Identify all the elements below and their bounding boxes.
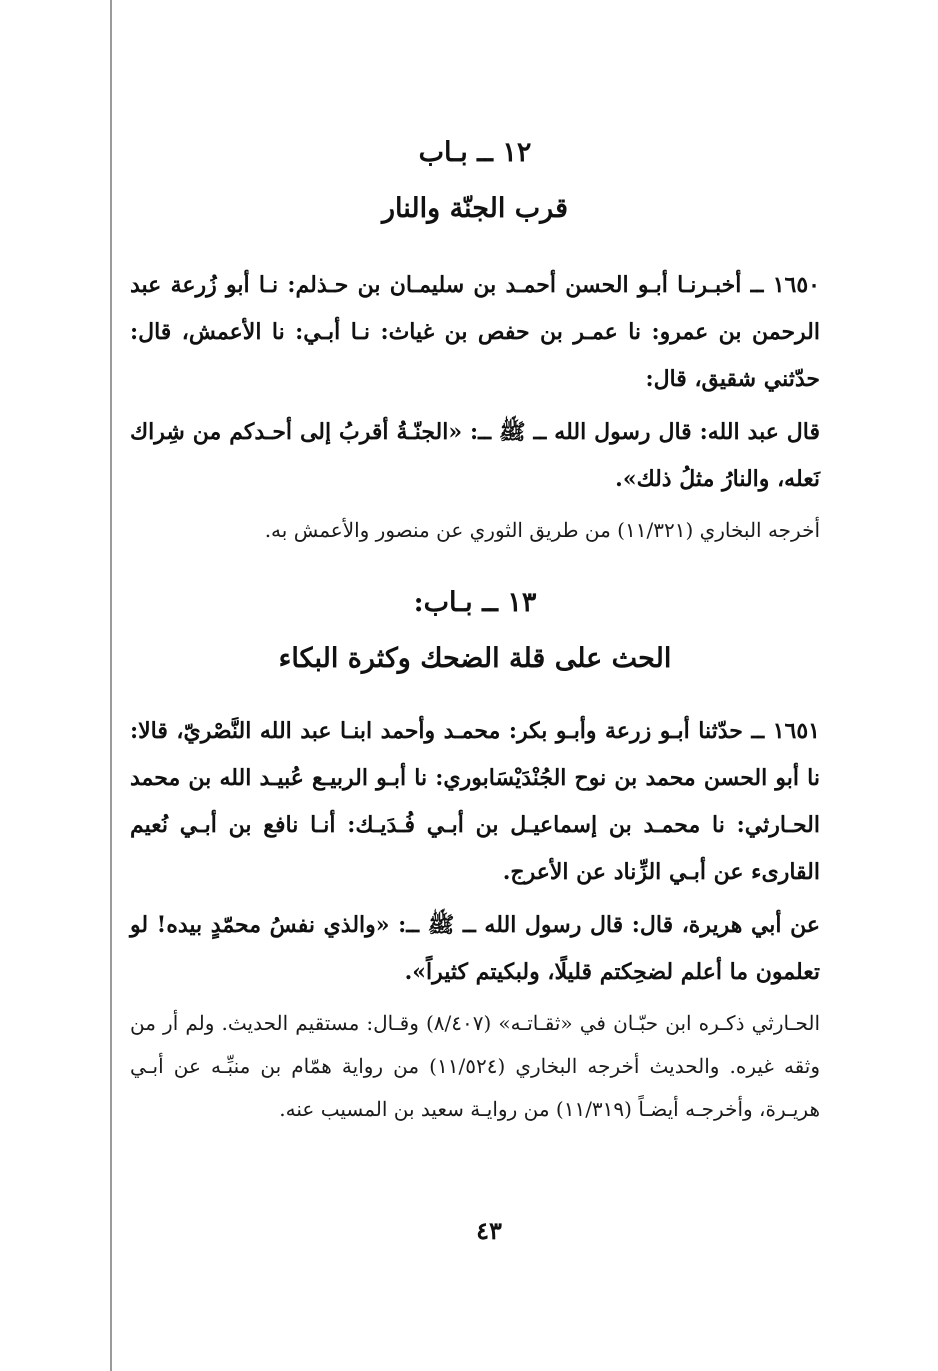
chapter-12-title: قرب الجنّة والنار	[382, 193, 568, 224]
hadith-1650-commentary: أخرجه البخاري (١١/٣٢١) من طريق الثوري عن منصور والأعمش به.	[264, 518, 820, 542]
hadith-1651-commentary: الحـارثي ذكـره ابن حبّـان في «ثقـاتـه» (٨/٤٠٧) وقـال: مستقيم الحديث. ولم أر من وثقه غيره. والحديث أخرجه البخاري (١١/٥٢٤) من رواية همّام بن منبِّـه عن أبـي هريـرة، وأخرجـه أيضـاً (١١/٣١٩) من روايـة سعيد بن المسيب عنه.	[130, 1011, 821, 1121]
chapter-13-heading: ١٣ ــ بـاب:	[413, 587, 537, 618]
page-margin-rule	[110, 0, 112, 1371]
chapter-12-heading: ١٢ ــ بـاب	[418, 137, 532, 168]
chapter-12-section	[130, 130, 820, 552]
page-number-text: ٤٣	[476, 1216, 502, 1245]
hadith-1650-matn: قال عبد الله: قال رسول الله ــ ﷺ ــ: «الجنّـةُ أقربُ إلى أحـدكم من شِراك نَعله، والنارُ مثلُ ذلك».	[130, 419, 820, 492]
chapter-13-section	[130, 580, 820, 1131]
page-body	[130, 130, 820, 1131]
hadith-1650-isnad: ١٦٥٠ ــ أخبـرنـا أبـو الحسن أحمـد بن سليمـان بن حـذلم: نـا أبو زُرعة عبد الرحمن بن عمرو: نا عمـر بن حفص بن غياث: نـا أبـي: نا الأعمش، قال: حدّثني شقيق، قال:	[130, 272, 820, 392]
chapter-13-title: الحث على قلة الضحك وكثرة البكاء	[278, 643, 672, 674]
hadith-1651-matn: عن أبي هريرة، قال: قال رسول الله ــ ﷺ ــ: «والذي نفسُ محمّدٍ بيده! لو تعلمون ما أعلم لضحِكتم قليلًا، ولبكيتم كثيراً».	[130, 912, 820, 985]
page-number	[0, 1216, 938, 1245]
hadith-1651-isnad: ١٦٥١ ــ حدّثنا أبـو زرعة وأبـو بكر: محمـد وأحمد ابنـا عبد الله النَّصْريّ، قالا: نا أبو الحسن محمد بن نوح الجُنْدَيْسَابوري: نا أبـو الربيـع عُبيـد الله بن محمد الحـارثي: نا محمـد بن إسماعيـل بن أبـي فُـدَيـك: أنـا نافع بن أبـي نُعيم القارىء عن أبـي الزِّناد عن الأعرج.	[130, 718, 820, 885]
